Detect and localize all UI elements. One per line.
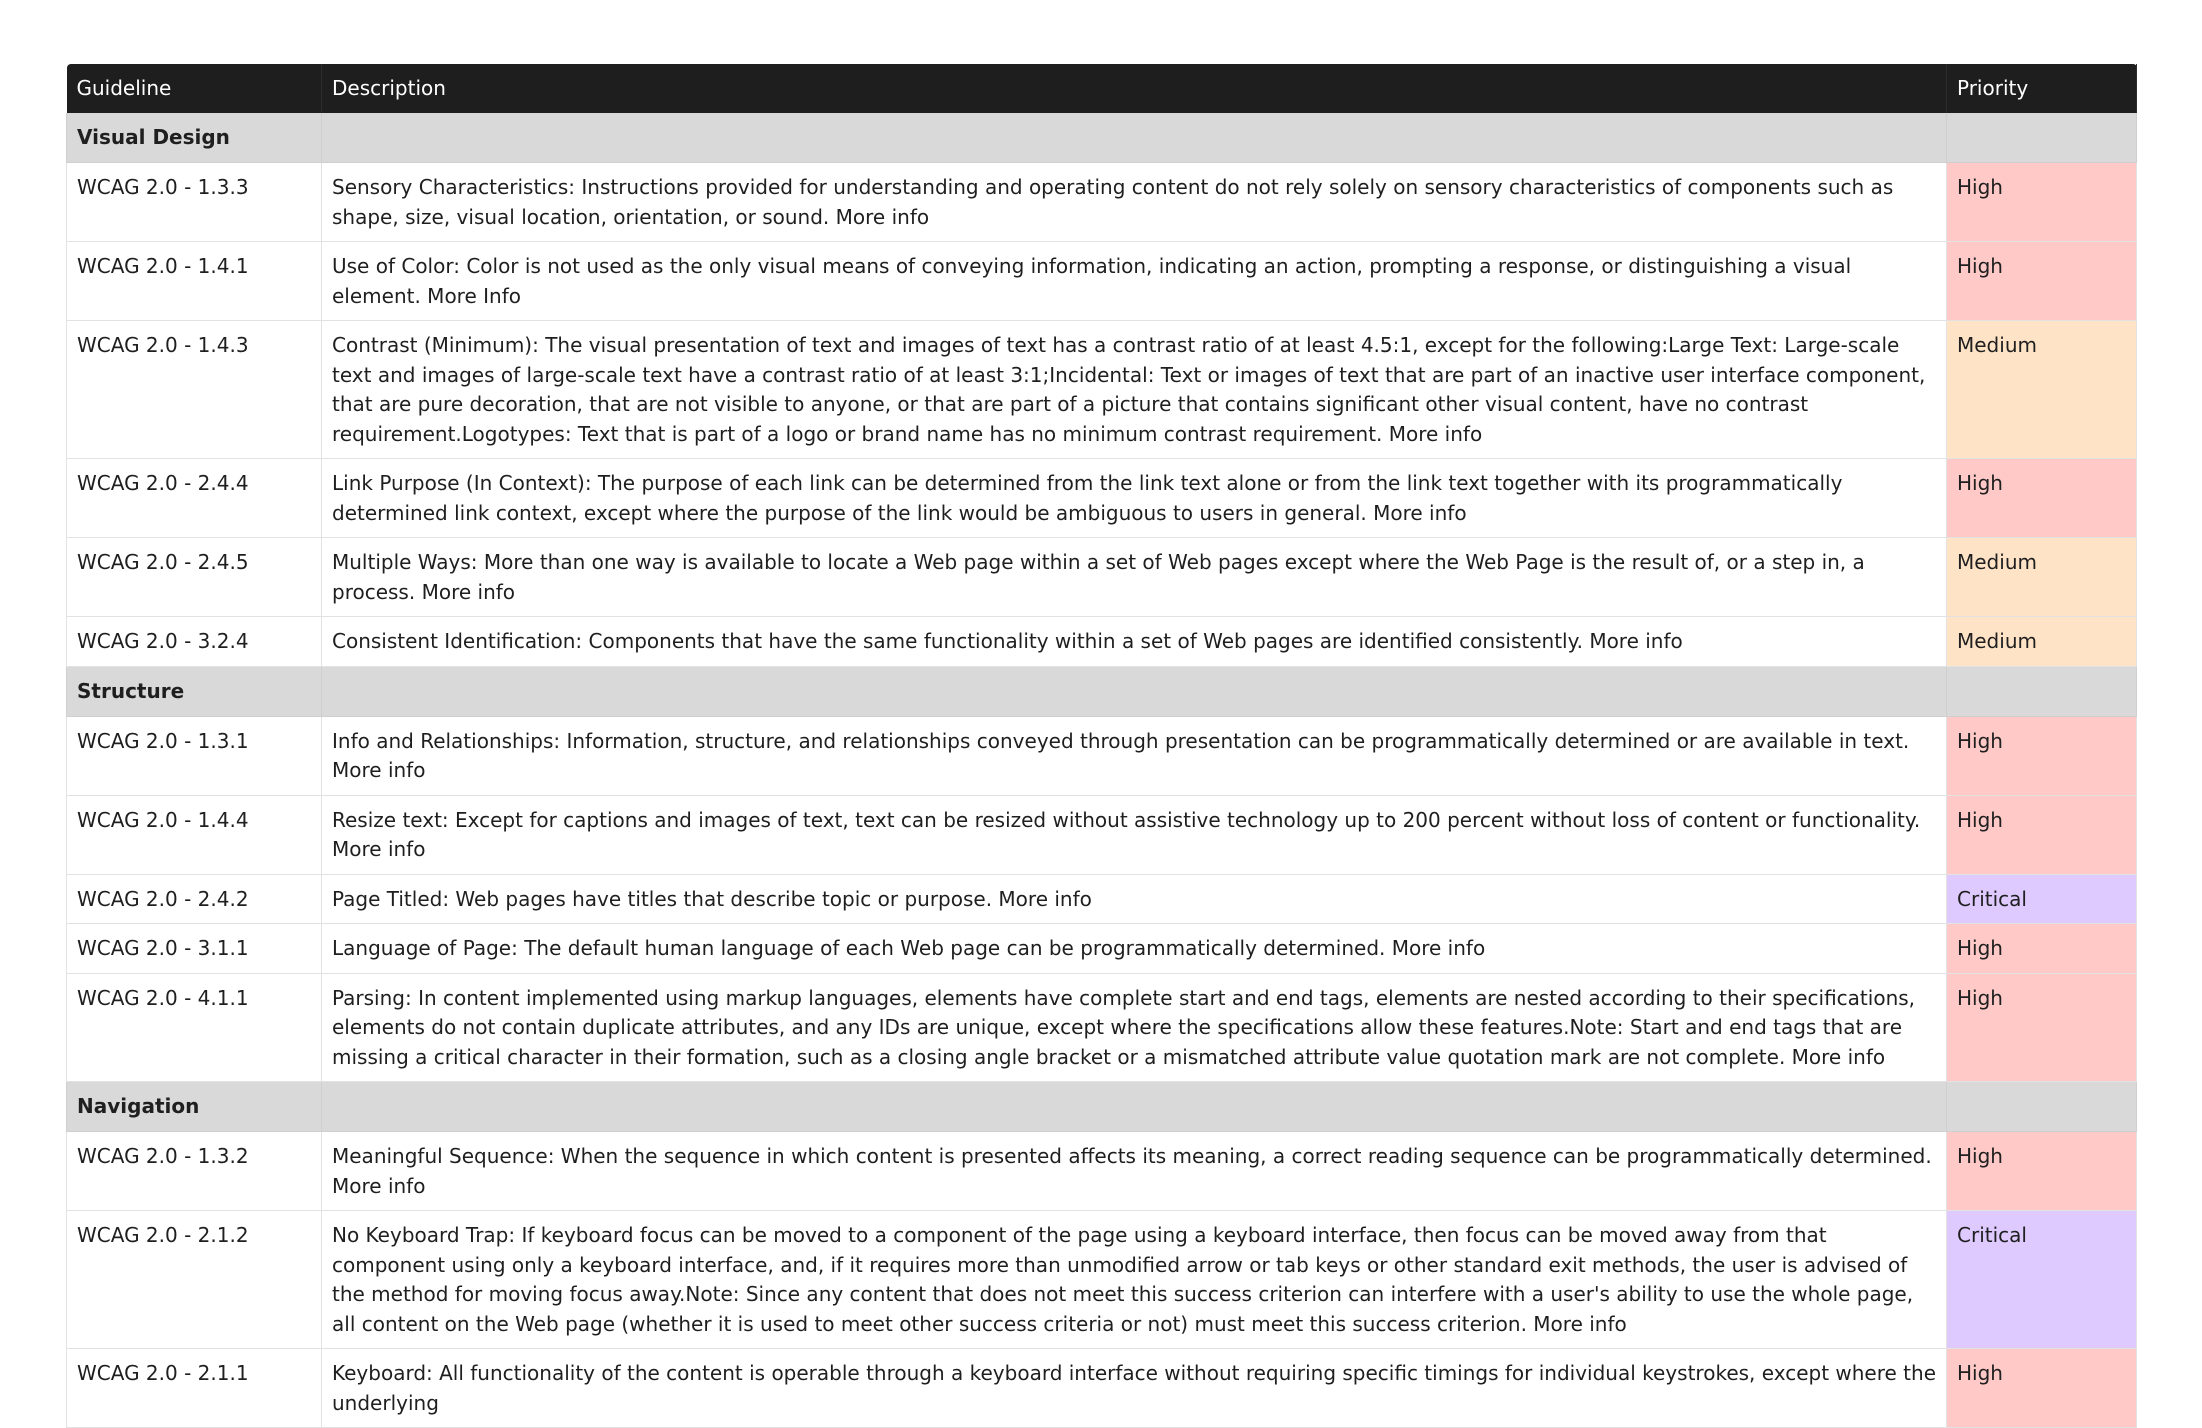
table-row[interactable] [67,459,2137,538]
priority-cell: Medium [1947,538,2137,617]
table-row[interactable] [67,538,2137,617]
column-header-guideline[interactable]: Guideline [67,64,322,113]
table-header [67,64,2137,113]
guideline-cell: WCAG 2.0 - 2.1.1 [67,1349,322,1428]
table-row[interactable] [67,1132,2137,1211]
description-cell: Meaningful Sequence: When the sequence in which content is presented affects its meaning, a correct reading sequence can be programmatically determined. More info [322,1132,1947,1211]
header-row [67,64,2137,113]
group-empty-cell [1947,666,2137,716]
guideline-cell: WCAG 2.0 - 2.4.5 [67,538,322,617]
guideline-cell: WCAG 2.0 - 1.4.3 [67,321,322,459]
priority-cell: High [1947,716,2137,795]
table-row[interactable] [67,874,2137,924]
description-cell: Keyboard: All functionality of the content is operable through a keyboard interface without requiring specific timings for individual keystrokes, except where the underlying [322,1349,1947,1428]
description-cell: Use of Color: Color is not used as the only visual means of conveying information, indicating an action, prompting a response, or distinguishing a visual element. More Info [322,242,1947,321]
guideline-cell: WCAG 2.0 - 2.4.2 [67,874,322,924]
description-cell: Sensory Characteristics: Instructions provided for understanding and operating content do not rely solely on sensory characteristics of components such as shape, size, visual location, orientation, or sound. More info [322,163,1947,242]
table-row[interactable] [67,924,2137,974]
table-row[interactable] [67,973,2137,1082]
guideline-cell: WCAG 2.0 - 3.2.4 [67,617,322,667]
group-row [67,666,2137,716]
group-title: Navigation [67,1082,322,1132]
table-row[interactable] [67,1349,2137,1428]
column-header-description[interactable]: Description [322,64,1947,113]
priority-cell: Critical [1947,874,2137,924]
priority-cell: High [1947,459,2137,538]
table-row[interactable] [67,242,2137,321]
guidelines-table [66,64,2137,1428]
guideline-cell: WCAG 2.0 - 1.4.1 [67,242,322,321]
guideline-cell: WCAG 2.0 - 1.3.2 [67,1132,322,1211]
group-row [67,1082,2137,1132]
group-empty-cell [322,666,1947,716]
guideline-cell: WCAG 2.0 - 2.1.2 [67,1211,322,1349]
priority-cell: High [1947,973,2137,1082]
description-cell: Resize text: Except for captions and images of text, text can be resized without assistive technology up to 200 percent without loss of content or functionality. More info [322,795,1947,874]
description-cell: Info and Relationships: Information, structure, and relationships conveyed through presentation can be programmatically determined or are available in text. More info [322,716,1947,795]
group-title: Structure [67,666,322,716]
group-title: Visual Design [67,113,322,163]
priority-cell: High [1947,163,2137,242]
table-row[interactable] [67,1211,2137,1349]
guideline-cell: WCAG 2.0 - 1.3.1 [67,716,322,795]
description-cell: Parsing: In content implemented using markup languages, elements have complete start and end tags, elements are nested according to their specifications, elements do not contain duplicate attributes, and any IDs are unique, except where the specifications allow these features.Note: Start and end tags that are missing a critical character in their formation, such as a closing angle bracket or a mismatched attribute value quotation mark are not complete. More info [322,973,1947,1082]
priority-cell: Critical [1947,1211,2137,1349]
table-row[interactable] [67,617,2137,667]
priority-cell: High [1947,924,2137,974]
guideline-cell: WCAG 2.0 - 4.1.1 [67,973,322,1082]
table-row[interactable] [67,795,2137,874]
table-row[interactable] [67,716,2137,795]
priority-cell: High [1947,795,2137,874]
priority-cell: High [1947,1132,2137,1211]
description-cell: Page Titled: Web pages have titles that describe topic or purpose. More info [322,874,1947,924]
group-row [67,113,2137,163]
table-row[interactable] [67,321,2137,459]
group-empty-cell [322,113,1947,163]
guideline-cell: WCAG 2.0 - 1.4.4 [67,795,322,874]
table-viewport[interactable] [66,64,2136,1415]
description-cell: No Keyboard Trap: If keyboard focus can be moved to a component of the page using a keyboard interface, then focus can be moved away from that component using only a keyboard interface, and, if it requires more than unmodified arrow or tab keys or other standard exit methods, the user is advised of the method for moving focus away.Note: Since any content that does not meet this success criterion can interfere with a user's ability to use the whole page, all content on the Web page (whether it is used to meet other success criteria or not) must meet this success criterion. More info [322,1211,1947,1349]
group-empty-cell [1947,113,2137,163]
priority-cell: High [1947,1349,2137,1428]
guideline-cell: WCAG 2.0 - 1.3.3 [67,163,322,242]
table-body [67,113,2137,1428]
priority-cell: Medium [1947,617,2137,667]
description-cell: Multiple Ways: More than one way is available to locate a Web page within a set of Web pages except where the Web Page is the result of, or a step in, a process. More info [322,538,1947,617]
description-cell: Language of Page: The default human language of each Web page can be programmatically determined. More info [322,924,1947,974]
column-header-priority[interactable]: Priority [1947,64,2137,113]
guideline-cell: WCAG 2.0 - 2.4.4 [67,459,322,538]
priority-cell: High [1947,242,2137,321]
group-empty-cell [1947,1082,2137,1132]
guideline-cell: WCAG 2.0 - 3.1.1 [67,924,322,974]
priority-cell: Medium [1947,321,2137,459]
table-row[interactable] [67,163,2137,242]
group-empty-cell [322,1082,1947,1132]
description-cell: Consistent Identification: Components that have the same functionality within a set of Web pages are identified consistently. More info [322,617,1947,667]
description-cell: Contrast (Minimum): The visual presentation of text and images of text has a contrast ratio of at least 4.5:1, except for the following:Large Text: Large-scale text and images of large-scale text have a contrast ratio of at least 3:1;Incidental: Text or images of text that are part of an inactive user interface component, that are pure decoration, that are not visible to anyone, or that are part of a picture that contains significant other visual content, have no contrast requirement.Logotypes: Text that is part of a logo or brand name has no minimum contrast requirement. More info [322,321,1947,459]
description-cell: Link Purpose (In Context): The purpose of each link can be determined from the link text alone or from the link text together with its programmatically determined link context, except where the purpose of the link would be ambiguous to users in general. More info [322,459,1947,538]
